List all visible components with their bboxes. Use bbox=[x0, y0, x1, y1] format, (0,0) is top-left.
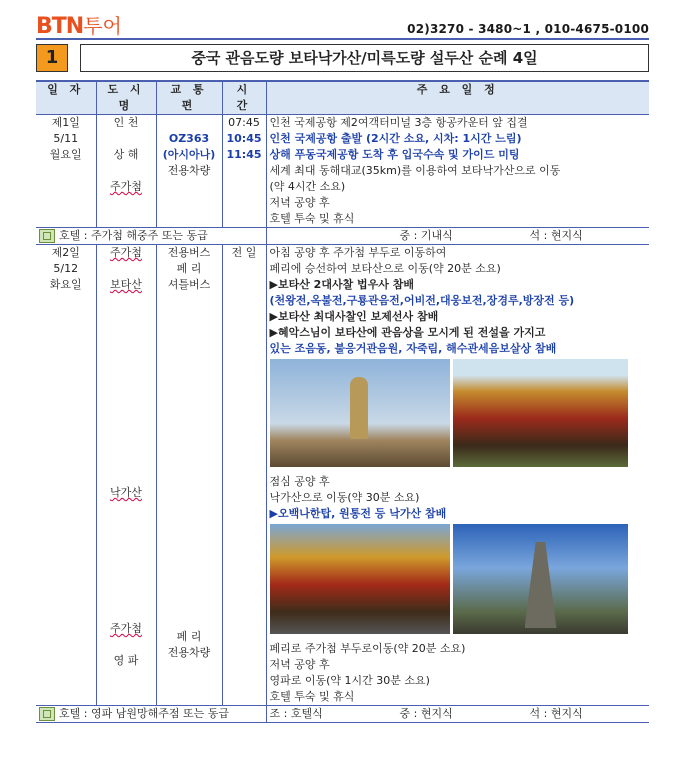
col-time: 시 간 bbox=[222, 81, 266, 115]
time: 10:45 bbox=[226, 132, 262, 145]
schedule-line: 페리로 주가첨 부두로이동(약 20분 소요) bbox=[269, 642, 466, 655]
page-title: 중국 관음도량 보타낙가산/미륵도량 설두산 순례 4일 bbox=[80, 44, 649, 72]
header-row bbox=[36, 81, 649, 115]
temple-hall-photo bbox=[453, 359, 628, 467]
day2-schedule-cell bbox=[266, 245, 649, 706]
schedule-line: 호텔 투숙 및 휴식 bbox=[269, 212, 355, 225]
guanyin-statue-photo bbox=[270, 359, 450, 467]
schedule-line: ▶보타산 2대사찰 법우사 참배 bbox=[269, 278, 414, 291]
day1-weekday: 월요일 bbox=[49, 148, 82, 161]
lunch-meal: 중 : 기내식 bbox=[399, 229, 453, 242]
day1-time-cell bbox=[222, 115, 266, 228]
transport: 페 리 bbox=[176, 262, 202, 275]
day1-hotel bbox=[36, 228, 266, 245]
schedule-line: ▶오백나한탑, 원통전 등 낙가산 참배 bbox=[269, 507, 447, 520]
day2-hotel bbox=[36, 706, 266, 723]
schedule-line: ▶보타산 최대사찰인 보제선사 참배 bbox=[269, 310, 439, 323]
day2-city-cell bbox=[96, 245, 156, 706]
vehicle: 전용차량 bbox=[167, 164, 211, 177]
temple-courtyard-photo bbox=[270, 524, 450, 634]
schedule-line: 저녁 공양 후 bbox=[269, 658, 330, 671]
day1-row bbox=[36, 115, 649, 228]
day2-city: 낙가산 bbox=[110, 486, 142, 499]
schedule-line: 낙가산으로 이동(약 30분 소요) bbox=[269, 491, 420, 504]
schedule-line: 페리에 승선하여 보타산으로 이동(약 20분 소요) bbox=[269, 262, 501, 275]
photo-row-2 bbox=[270, 522, 647, 641]
schedule-line: 점심 공양 후 bbox=[269, 475, 330, 488]
schedule-line: (약 4시간 소요) bbox=[269, 180, 346, 193]
day1-date-cell bbox=[36, 115, 96, 228]
schedule-line: 인천 국제공항 출발 (2시간 소요, 시차: 1시간 느림) bbox=[269, 132, 522, 145]
hotel-icon bbox=[39, 229, 55, 243]
day1-meals bbox=[266, 228, 649, 245]
flight-number: OZ363 bbox=[168, 132, 210, 145]
pagoda-photo bbox=[453, 524, 628, 634]
day1-schedule-cell bbox=[266, 115, 649, 228]
day2-transport-cell bbox=[156, 245, 222, 706]
col-city: 도 시 명 bbox=[96, 81, 156, 115]
day2-city: 영 파 bbox=[113, 654, 139, 667]
day1-city-cell bbox=[96, 115, 156, 228]
day1-hotel-row bbox=[36, 228, 649, 245]
logo-brand: BTN bbox=[36, 14, 84, 39]
day1-day: 제1일 bbox=[51, 116, 80, 129]
logo-suffix: 투어 bbox=[83, 14, 122, 38]
transport: 전용버스 bbox=[167, 246, 211, 259]
day2-time-cell bbox=[222, 245, 266, 706]
schedule-line: 영파로 이동(약 1시간 30분 소요) bbox=[269, 674, 430, 687]
time: 11:45 bbox=[226, 148, 262, 161]
breakfast-meal: 조 : 호텔식 bbox=[269, 707, 323, 720]
schedule-line: 세계 최대 동해대교(35km)를 이용하여 보타낙가산으로 이동 bbox=[269, 164, 561, 177]
hotel-text: 호텔 : 영파 남원망해주점 또는 동급 bbox=[59, 707, 229, 720]
day1-city: 주가첨 bbox=[110, 180, 142, 193]
lunch-meal: 중 : 현지식 bbox=[399, 707, 453, 720]
schedule-line: 저녁 공양 후 bbox=[269, 196, 330, 209]
schedule-line: 인천 국제공항 제2여객터미널 3층 항공카운터 앞 집결 bbox=[269, 116, 528, 129]
day2-weekday: 화요일 bbox=[49, 278, 82, 291]
section-number: 1 bbox=[36, 44, 68, 72]
schedule-line: 상해 푸동국제공항 도착 후 입국수속 및 가이드 미팅 bbox=[269, 148, 520, 161]
itinerary-table bbox=[36, 80, 649, 723]
day1-transport-cell bbox=[156, 115, 222, 228]
col-date: 일 자 bbox=[36, 81, 96, 115]
day2-hotel-row bbox=[36, 706, 649, 723]
schedule-line: 있는 조음동, 불응거관음원, 자죽림, 해수관세음보살상 참배 bbox=[269, 342, 557, 355]
day1-city: 상 해 bbox=[113, 148, 139, 161]
schedule-line: (천왕전,옥불전,구룡관음전,어비전,대웅보전,장경루,방장전 등) bbox=[269, 294, 575, 307]
transport: 셔틀버스 bbox=[167, 278, 211, 291]
photo-row-1 bbox=[270, 357, 647, 474]
header-divider bbox=[36, 38, 649, 40]
transport: 전용차량 bbox=[167, 646, 211, 659]
schedule-line: 아침 공양 후 주가첨 부두로 이동하여 bbox=[269, 246, 447, 259]
hotel-text: 호텔 : 주가첨 해중주 또는 동급 bbox=[59, 229, 208, 242]
schedule-line: 호텔 투숙 및 휴식 bbox=[269, 690, 355, 703]
day2-date: 5/12 bbox=[53, 262, 79, 275]
time: 07:45 bbox=[228, 116, 260, 129]
col-schedule: 주 요 일 정 bbox=[266, 81, 649, 115]
airline: (아시아나) bbox=[162, 148, 216, 161]
day2-row bbox=[36, 245, 649, 706]
day2-date-cell bbox=[36, 245, 96, 706]
day2-day: 제2일 bbox=[51, 246, 80, 259]
day2-meals bbox=[266, 706, 649, 723]
transport: 페 리 bbox=[176, 630, 202, 643]
dinner-meal: 석 : 현지식 bbox=[529, 229, 583, 242]
btn-tour-logo bbox=[36, 10, 122, 39]
day2-city: 보타산 bbox=[110, 278, 142, 291]
day1-city: 인 천 bbox=[113, 116, 139, 129]
schedule-line: ▶혜악스님이 보타산에 관음상을 모시게 된 전설을 가지고 bbox=[269, 326, 546, 339]
hotel-icon bbox=[39, 707, 55, 721]
col-transport: 교 통 편 bbox=[156, 81, 222, 115]
dinner-meal: 석 : 현지식 bbox=[529, 707, 583, 720]
day2-city: 주가첨 bbox=[110, 246, 142, 259]
contact-phone: 02)3270 - 3480~1 , 010-4675-0100 bbox=[407, 22, 649, 36]
time: 전 일 bbox=[231, 246, 257, 259]
day1-date: 5/11 bbox=[53, 132, 79, 145]
day2-city: 주가첨 bbox=[110, 622, 142, 635]
